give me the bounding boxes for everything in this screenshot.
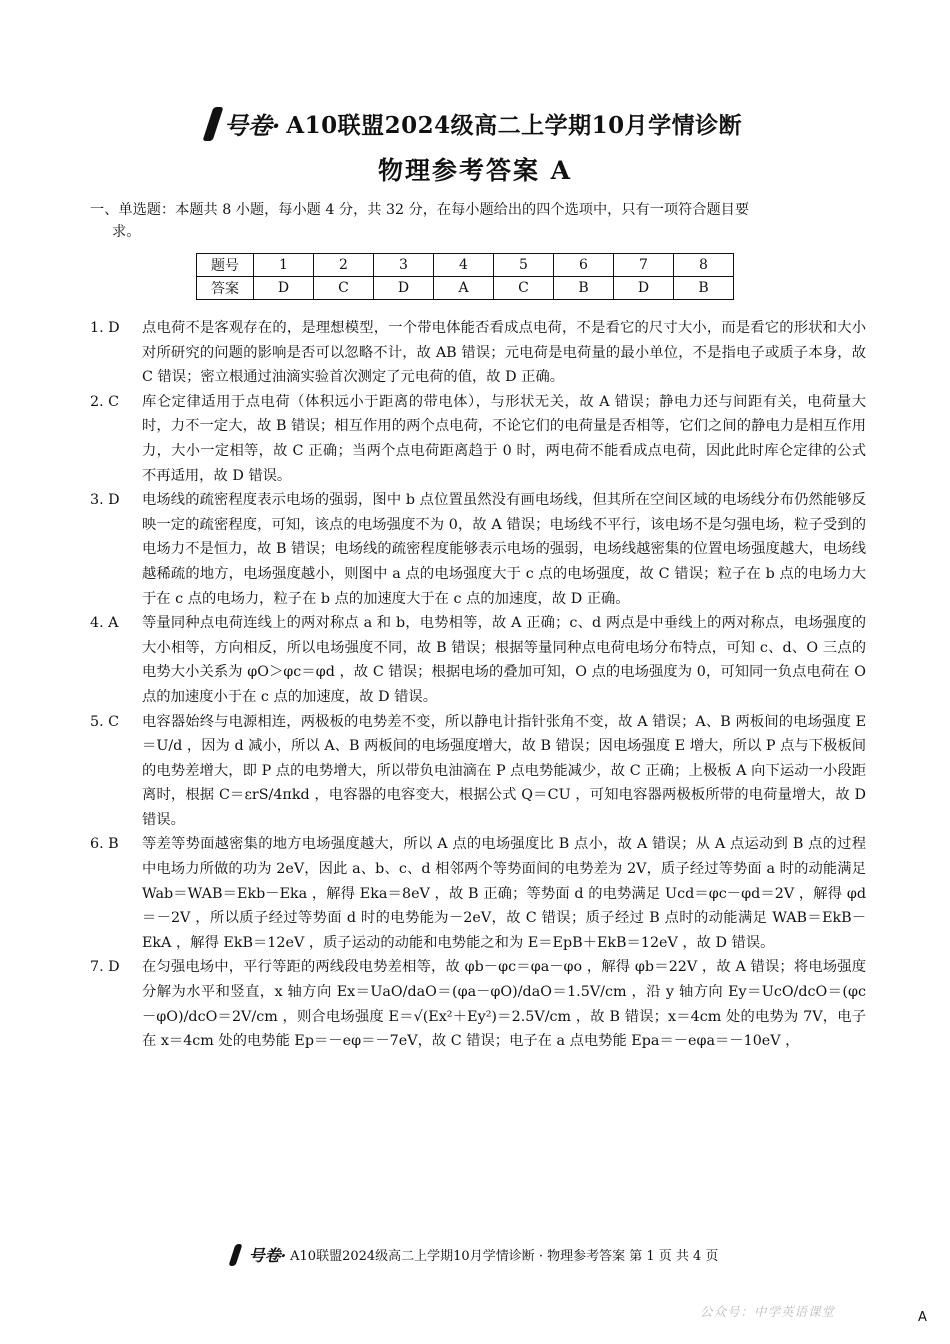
answer-cell: C <box>314 277 374 300</box>
item-text: 库仑定律适用于点电荷（体积远小于距离的带电体），与形状无关，故 A 错误；静电力还与间距有关，电荷量大时，力不一定大，故 B 错误；相互作用的两个点电荷，不论它们的电荷量是否相等，它们之间的静电力是相互作用力，大小一定相等，故 C 正确；当两个点电荷距离趋于 0 时，两电荷不能看成点电荷，因此此时库仑定律的公式不再适用，故 D 错误。 <box>142 393 866 484</box>
row-label-question: 题号 <box>197 254 254 277</box>
explanation-item <box>90 955 866 1053</box>
answer-table-answer-row <box>197 277 734 300</box>
item-text: 等量同种点电荷连线上的两对称点 a 和 b，电势相等，故 A 正确；c、d 两点是中垂线上的两对称点，电场强度的大小相等，方向相反，所以电场强度不同，故 B 错误；根据等量同种点电荷电场分布特点，可知 c、d、O 三点的电势大小关系为 φO＞φc＝φd ，故 C 错误；根据电场的叠加可知，O 点的电场强度为 0，可知同一负点电荷在 O 点的加速度小于在 c 点的加速度，故 D 错误。 <box>142 615 866 705</box>
section-heading-line2: 求。 <box>112 224 141 240</box>
answer-table-question-row <box>197 254 734 277</box>
question-cell: 2 <box>314 254 374 277</box>
document-title: A10联盟2024级高二上学期10月学情诊断 <box>286 112 743 139</box>
item-text: 电场线的疏密程度表示电场的强弱，图中 b 点位置虽然没有画电场线，但其所在空间区域的电场线分布仍然能够反映一定的疏密程度，可知，该点的电场强度不为 0，故 A 错误；电场线不平行，该电场不是匀强电场，粒子受到的电场力不是恒力，故 B 错误；电场线的疏密程度能够表示电场的强弱，电场线越密集的位置电场强度越大，电场线越稀疏的地方，电场强度越小，则图中 a 点的电场强度大于 c 点的电场强度，故 C 错误；粒子在 b 点的电场力大于在 c 点的电场力，粒子在 b 点的加速度大于在 c 点的加速度，故 D 正确。 <box>142 492 866 607</box>
question-cell: 4 <box>434 254 494 277</box>
page-footer <box>0 1243 950 1266</box>
explanation-list <box>90 316 866 1054</box>
question-cell: 8 <box>674 254 734 277</box>
question-cell: 5 <box>494 254 554 277</box>
question-cell: 1 <box>254 254 314 277</box>
answer-cell: B <box>554 277 614 300</box>
item-number: 5. C <box>90 713 120 730</box>
document-subtitle: 物理参考答案 A <box>377 156 573 185</box>
explanation-item <box>90 832 866 955</box>
answer-cell: D <box>374 277 434 300</box>
brand-logo <box>208 106 280 141</box>
explanation-item <box>90 488 866 611</box>
explanation-item <box>90 390 866 488</box>
brand-logo-mark-icon <box>202 107 223 141</box>
brand-logo-text: 号卷· <box>223 111 281 140</box>
explanation-item <box>90 710 866 833</box>
answer-cell: C <box>494 277 554 300</box>
watermark: 公众号：中学英语课堂 <box>700 1304 836 1319</box>
question-cell: 6 <box>554 254 614 277</box>
answer-cell: D <box>254 277 314 300</box>
answer-table <box>196 253 734 300</box>
item-text: 在匀强电场中，平行等距的两线段电势差相等，故 φb－φc＝φa－φo ，解得 φb＝22V ，故 A 错误；将电场强度分解为水平和竖直，x 轴方向 Ex＝UaO/daO＝(φa－φO)/daO＝1.5V/cm ，沿 y 轴方向 Ey＝UcO/dcO＝(φc－φO)/dcO＝2V/cm ，则合电场强度 E＝√(Ex²＋Ey²)＝2.5V/cm ，故 B 错误；x＝4cm 处的电势为 7V，电子在 x＝4cm 处的电势能 Ep＝－eφ＝－7eV，故 C 错误；电子在 a 点电势能 Epa＝－eφa＝－10eV ， <box>142 959 866 1050</box>
corner-mark: A <box>918 1310 927 1325</box>
question-cell: 3 <box>374 254 434 277</box>
document-header <box>0 106 950 187</box>
item-number: 2. C <box>90 393 120 410</box>
item-number: 6. B <box>90 836 119 853</box>
answer-cell: D <box>614 277 674 300</box>
row-label-answer: 答案 <box>197 277 254 300</box>
explanation-item <box>90 611 866 709</box>
answer-cell: A <box>434 277 494 300</box>
footer-logo-text: 号卷· <box>248 1246 287 1265</box>
question-cell: 7 <box>614 254 674 277</box>
answer-cell: B <box>674 277 734 300</box>
item-number: 1. D <box>90 320 120 336</box>
section-heading-line1: 一、单选题：本题共 8 小题，每小题 4 分，共 32 分，在每小题给出的四个选项中，只有一项符合题目要 <box>90 202 750 218</box>
footer-logo-mark-icon <box>228 1244 242 1266</box>
section-heading <box>90 199 870 243</box>
explanation-item <box>90 316 866 390</box>
item-number: 7. D <box>90 959 120 976</box>
item-text: 等差等势面越密集的地方电场强度越大，所以 A 点的电场强度比 B 点小，故 A 错误；从 A 点运动到 B 点的过程中电场力所做的功为 2eV，因此 a、b、c、d 相邻两个等势面间的电势差为 2V，质子经过等势面 a 时的动能满足 Wab＝WAB＝Ekb－Eka ，解得 Eka＝8eV ，故 B 正确；等势面 d 的电势满足 Ucd＝φc－φd＝2V ，解得 φd＝－2V ，所以质子经过等势面 d 时的电势能为－2eV，故 C 错误；质子经过 B 点时的动能满足 WAB＝EkB－EkA ，解得 EkB＝12eV ，质子运动的动能和电势能之和为 E＝EpB＋EkB＝12eV ，故 D 错误。 <box>142 836 866 951</box>
item-text: 电容器始终与电源相连，两极板的电势差不变，所以静电计指针张角不变，故 A 错误；A、B 两板间的电场强度 E＝U/d ，因为 d 减小，所以 A、B 两板间的电场强度增大，故 B 错误；因电场强度 E 增大，所以 P 点与下极板间的电势差增大，即 P 点的电势增大，所以带负电油滴在 P 点电势能减少，故 C 正确；上极板 A 向下运动一小段距离时，根据 C＝εrS/4πkd ，电容器的电容变大，根据公式 Q＝CU ，可知电容器两极板所带的电荷量增大，故 D 错误。 <box>142 713 866 828</box>
footer-text: A10联盟2024级高二上学期10月学情诊断 · 物理参考答案 第 1 页 共 4 页 <box>290 1249 719 1264</box>
title-row <box>0 106 950 141</box>
item-text: 点电荷不是客观存在的，是理想模型，一个带电体能否看成点电荷，不是看它的尺寸大小，而是看它的形状和大小对所研究的问题的影响是否可以忽略不计，故 AB 错误；元电荷是电荷量的最小单位，不是指电子或质子本身，故 C 错误；密立根通过油滴实验首次测定了元电荷的值，故 D 正确。 <box>142 320 866 386</box>
item-number: 3. D <box>90 492 120 509</box>
item-number: 4. A <box>90 615 119 632</box>
